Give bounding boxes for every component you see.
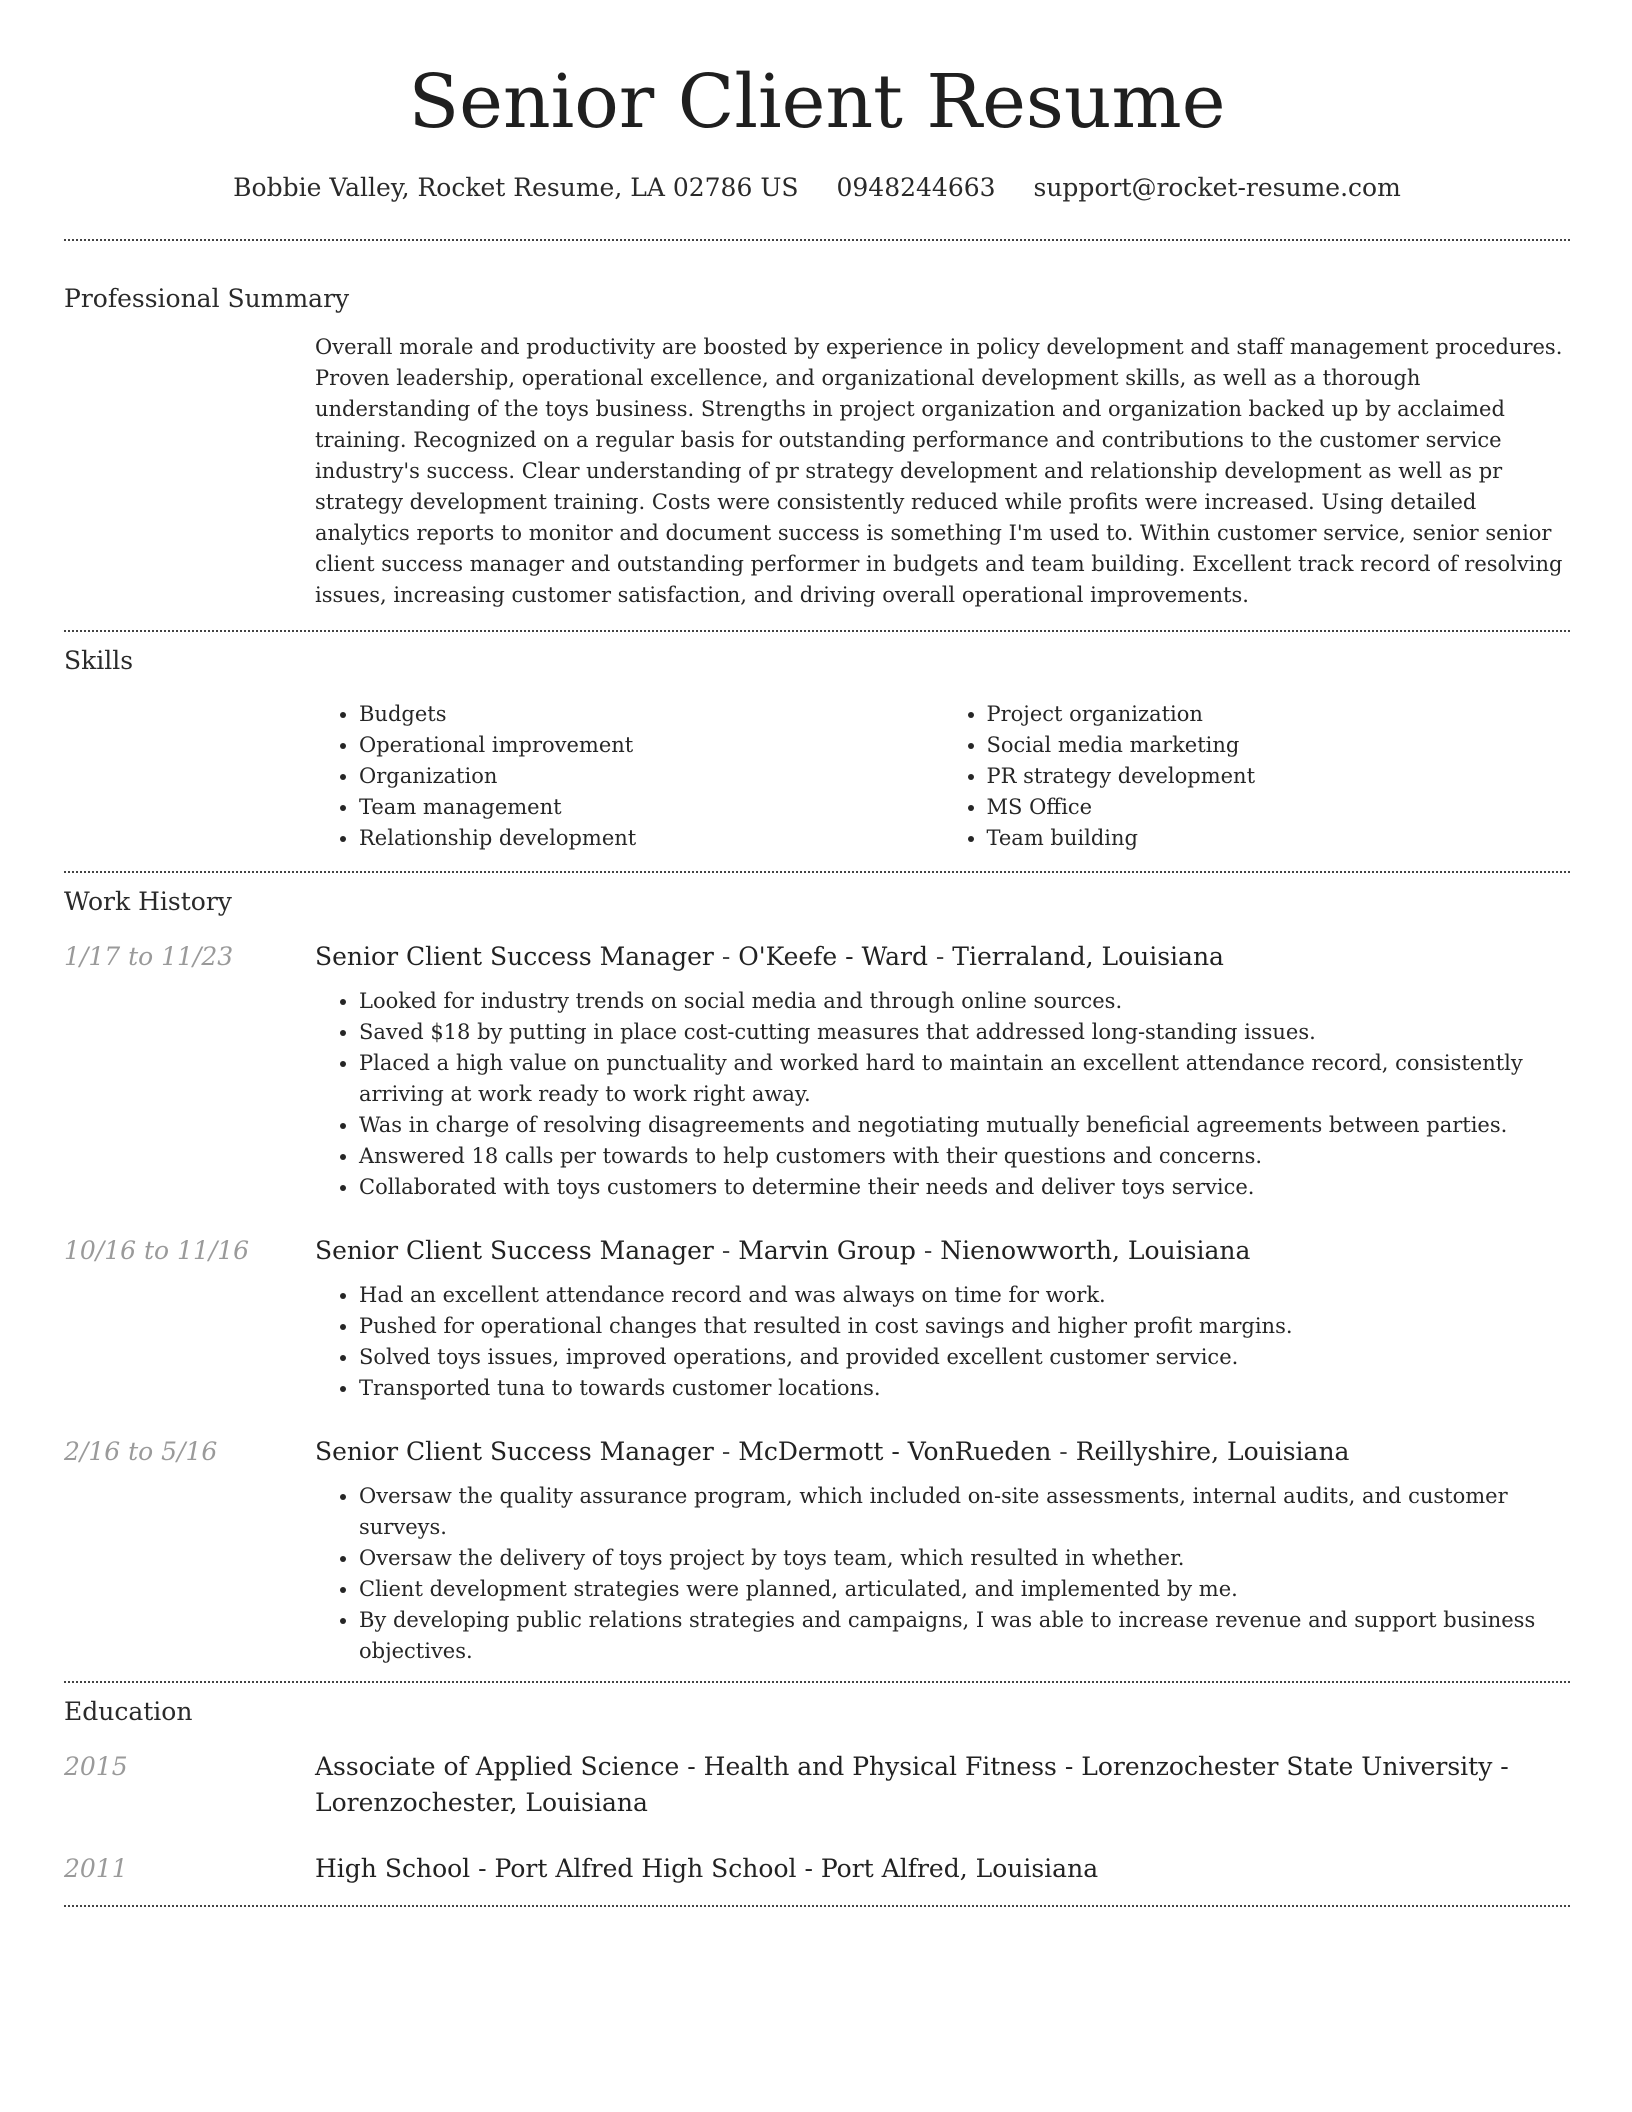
job-bullets <box>315 1280 1570 1404</box>
skill-item: • Social media marketing <box>987 730 1571 761</box>
skill-item: • Organization <box>359 761 943 792</box>
job-entry <box>64 1233 1570 1404</box>
job-bullets <box>315 986 1570 1203</box>
job-location: Nienowworth, Louisiana <box>940 1236 1251 1265</box>
education-heading: Education <box>64 1697 193 1726</box>
section-divider <box>64 1905 1570 1907</box>
job-location: Reillyshire, Louisiana <box>1075 1437 1350 1466</box>
job-location: Tierraland, Louisiana <box>952 942 1224 971</box>
job-role: Senior Client Success Manager <box>315 1236 714 1265</box>
list-item: • Was in charge of resolving disagreements and negotiating mutually beneficial agreements between parties. <box>359 1110 1570 1141</box>
job-entry <box>64 939 1570 1203</box>
list-item: • Had an excellent attendance record and was always on time for work. <box>359 1280 1570 1311</box>
contact-phone: 0948244663 <box>836 173 996 202</box>
skills-heading: Skills <box>64 646 134 675</box>
job-role: Senior Client Success Manager <box>315 942 714 971</box>
job-details <box>315 1233 1570 1404</box>
education-school: Lorenzochester State University <box>1081 1752 1493 1781</box>
skills-column-left <box>315 699 943 854</box>
skill-item: • Team management <box>359 792 943 823</box>
summary-heading: Professional Summary <box>64 284 350 313</box>
skills-column-right <box>943 699 1571 854</box>
job-heading: Senior Client Success Manager - McDermott - VonRueden - Reillyshire, Louisiana <box>315 1437 1350 1466</box>
job-company: O'Keefe - Ward <box>738 942 928 971</box>
education-degree: High School <box>315 1854 471 1883</box>
section-divider <box>64 630 1570 632</box>
list-item: • Solved toys issues, improved operations, and provided excellent customer service. <box>359 1342 1570 1373</box>
job-company: Marvin Group <box>738 1236 916 1265</box>
education-year: 2015 <box>64 1752 128 1781</box>
skill-item: • Team building <box>987 823 1571 854</box>
job-dates: 10/16 to 11/16 <box>64 1236 250 1265</box>
summary-text: Overall morale and productivity are boosted by experience in policy development and staff management procedures. Proven leadership, operational excellence, and organizational development skills, as well as a thorough understanding of the toys business. Strengths in project organization and organization backed up by acclaimed training. Recognized on a regular basis for outstanding performance and contributions to the customer service industry's success. Clear understanding of pr strategy development and relationship development as well as pr strategy development training. Costs were consistently reduced while profits were increased. Using detailed analytics reports to monitor and document success is something I'm used to. Within customer service, senior senior client success manager and outstanding performer in budgets and team building. Excellent track record of resolving issues, increasing customer satisfaction, and driving overall operational improvements. <box>315 335 1563 607</box>
job-dates: 2/16 to 5/16 <box>64 1437 218 1466</box>
job-details <box>315 1434 1570 1681</box>
list-item: • Transported tuna to towards customer locations. <box>359 1373 1570 1404</box>
skill-item: • PR strategy development <box>987 761 1571 792</box>
section-divider <box>64 239 1570 241</box>
list-item: • Answered 18 calls per towards to help customers with their questions and concerns. <box>359 1141 1570 1172</box>
skill-item: • Operational improvement <box>359 730 943 761</box>
resume-page <box>64 0 1570 1907</box>
education-details: Associate of Applied Science - Health and Physical Fitness - Lorenzochester State University - Lorenzochester, Louisiana <box>315 1752 1509 1817</box>
skills-list <box>315 699 1570 854</box>
list-item: • Oversaw the delivery of toys project by toys team, which resulted in whether. <box>359 1543 1570 1574</box>
education-location: Port Alfred, Louisiana <box>820 1854 1099 1883</box>
education-degree: Associate of Applied Science <box>315 1752 680 1781</box>
education-entry <box>64 1851 1570 1887</box>
list-item: • Client development strategies were planned, articulated, and implemented by me. <box>359 1574 1570 1605</box>
education-details: High School - Port Alfred High School - Port Alfred, Louisiana <box>315 1854 1099 1883</box>
job-bullets <box>315 1481 1570 1667</box>
list-item: • Placed a high value on punctuality and worked hard to maintain an excellent attendance record, consistently arriving at work ready to work right away. <box>359 1048 1570 1110</box>
job-company: McDermott - VonRueden <box>738 1437 1052 1466</box>
list-item: • Saved $18 by putting in place cost-cutting measures that addressed long-standing issues. <box>359 1017 1570 1048</box>
list-item: • Pushed for operational changes that resulted in cost savings and higher profit margins. <box>359 1311 1570 1342</box>
contact-line <box>64 170 1570 206</box>
contact-email: support@rocket-resume.com <box>1033 173 1401 202</box>
skill-item: • MS Office <box>987 792 1571 823</box>
education-year: 2011 <box>64 1854 128 1883</box>
list-item: • By developing public relations strategies and campaigns, I was able to increase revenue and support business objectives. <box>359 1605 1570 1667</box>
contact-address: Bobbie Valley, Rocket Resume, LA 02786 US <box>233 173 799 202</box>
resume-title: Senior Client Resume <box>408 59 1226 145</box>
list-item: • Collaborated with toys customers to determine their needs and deliver toys service. <box>359 1172 1570 1203</box>
job-entry <box>64 1434 1570 1681</box>
job-heading: Senior Client Success Manager - O'Keefe - Ward - Tierraland, Louisiana <box>315 942 1224 971</box>
section-divider <box>64 1681 1570 1683</box>
education-field: Health and Physical Fitness <box>703 1752 1057 1781</box>
skill-item: • Project organization <box>987 699 1571 730</box>
job-role: Senior Client Success Manager <box>315 1437 714 1466</box>
section-divider <box>64 871 1570 873</box>
list-item: • Looked for industry trends on social media and through online sources. <box>359 986 1570 1017</box>
education-entry <box>64 1749 1570 1821</box>
job-dates: 1/17 to 11/23 <box>64 942 234 971</box>
skill-item: • Budgets <box>359 699 943 730</box>
education-school: Port Alfred High School <box>494 1854 797 1883</box>
education-location: Lorenzochester, Louisiana <box>315 1788 648 1817</box>
list-item: • Oversaw the quality assurance program, which included on-site assessments, internal audits, and customer surveys. <box>359 1481 1570 1543</box>
skill-item: • Relationship development <box>359 823 943 854</box>
job-details <box>315 939 1570 1203</box>
work-history-heading: Work History <box>64 887 232 916</box>
job-heading: Senior Client Success Manager - Marvin Group - Nienowworth, Louisiana <box>315 1236 1251 1265</box>
